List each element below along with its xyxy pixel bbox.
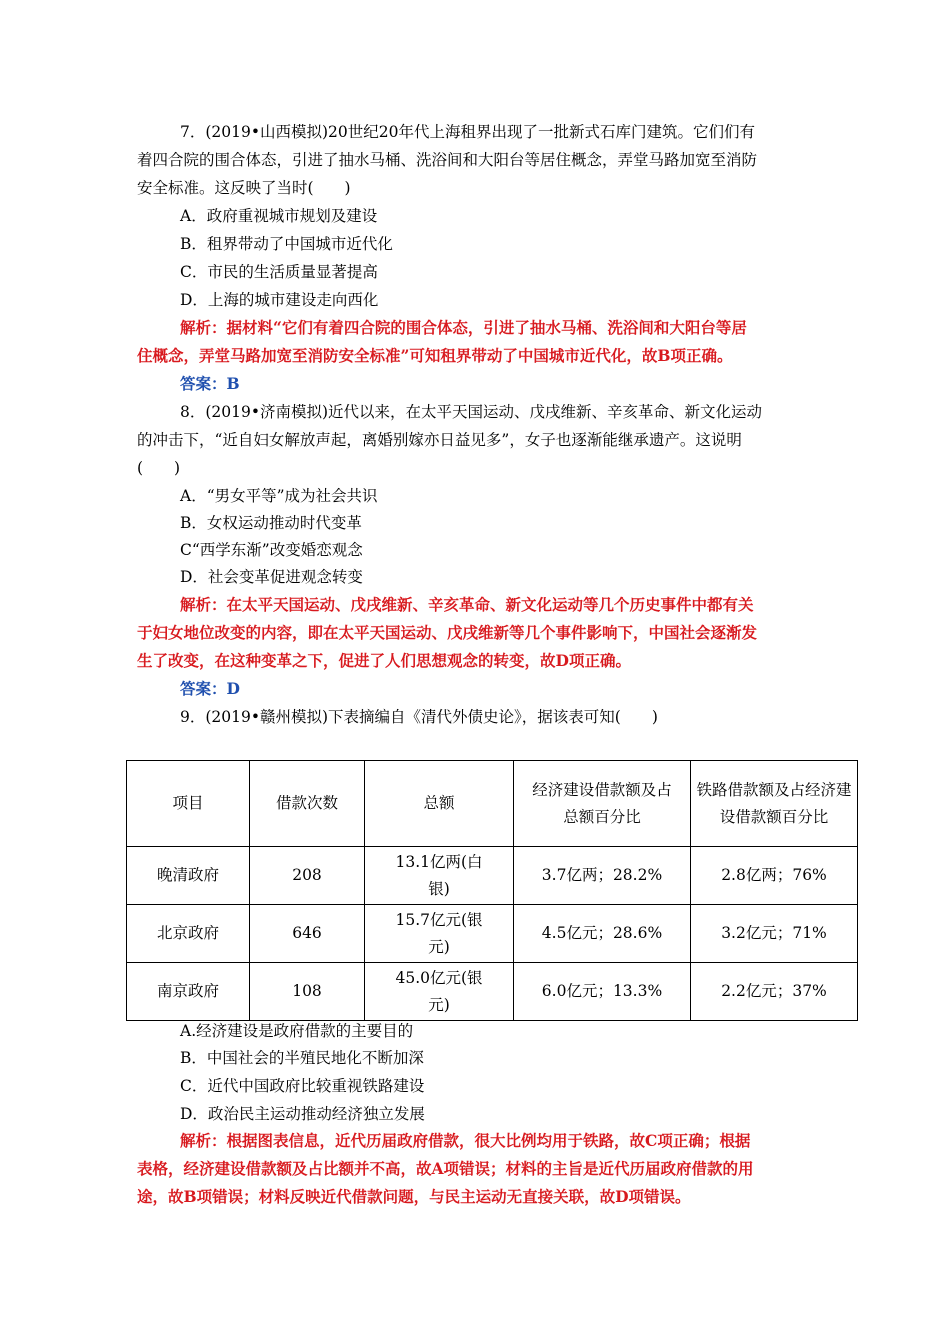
q8-analysis-line-2: 于妇女地位改变的内容，即在太平天国运动、戊戌维新等几个事件影响下，中国社会逐渐发 [137,623,758,642]
q9-analysis-line-3: 途，故B项错误；材料反映近代借款问题，与民主运动无直接关联，故D项错误。 [137,1187,691,1206]
q8-stem-line-2: 的冲击下，“近自妇女解放声起，离婚别嫁亦日益见多”，女子也逐渐能继承遗产。这说明 [137,431,742,449]
q9-option-b: B．中国社会的半殖民地化不断加深 [180,1049,424,1067]
q9-stem-line-1: 9．(2019•赣州模拟)下表摘编自《清代外债史论》，据该表可知( ) [180,708,658,726]
table-row [127,905,858,963]
q7-stem-line-2: 着四合院的围合体态，引进了抽水马桶、洗浴间和大阳台等居住概念，弄堂马路加宽至消防 [137,151,758,169]
q9-analysis-line-2: 表格，经济建设借款额及占比额并不高，故A项错误；材料的主旨是近代历届政府借款的用 [137,1159,754,1178]
q7-stem-line-1: 7．(2019•山西模拟)20世纪20年代上海租界出现了一批新式石库门建筑。它们们有 [180,123,755,141]
q7-option-c: C．市民的生活质量显著提高 [180,263,378,281]
table-cell: 3.2亿元；71% [691,905,858,963]
q8-analysis-line-3: 生了改变，在这种变革之下，促进了人们思想观念的转变，故D项正确。 [137,651,631,670]
loan-table [126,760,858,1021]
q7-answer: 答案：B [180,374,240,393]
table-cell: 晚清政府 [127,847,250,905]
q7-analysis-line-2: 住概念，弄堂马路加宽至消防安全标准”可知租界带动了中国城市近代化，故B项正确。 [137,346,733,365]
table-cell: 646 [250,905,365,963]
q8-option-c: C“西学东渐”改变婚恋观念 [180,541,363,559]
table-cell: 北京政府 [127,905,250,963]
q8-answer: 答案：D [180,679,240,698]
table-row [127,847,858,905]
table-cell: 南京政府 [127,963,250,1021]
q8-stem-line-1: 8．(2019•济南模拟)近代以来，在太平天国运动、戊戌维新、辛亥革命、新文化运动 [180,403,763,421]
table-cell: 108 [250,963,365,1021]
table-cell: 208 [250,847,365,905]
q8-option-a: A．“男女平等”成为社会共识 [180,487,378,505]
table-cell: 3.7亿两；28.2% [514,847,691,905]
table-cell: 6.0亿元；13.3% [514,963,691,1021]
q7-option-a: A．政府重视城市规划及建设 [180,207,378,225]
table-cell: 4.5亿元；28.6% [514,905,691,963]
table-row [127,963,858,1021]
q8-option-d: D．社会变革促进观念转变 [180,568,363,586]
table-header-cell: 总额 [365,761,514,847]
q7-option-d: D．上海的城市建设走向西化 [180,291,379,309]
q8-analysis-line-1: 解析：在太平天国运动、戊戌维新、辛亥革命、新文化运动等几个历史事件中都有关 [180,595,754,614]
table-cell: 2.2亿元；37% [691,963,858,1021]
table-cell: 2.8亿两；76% [691,847,858,905]
table-cell: 15.7亿元(银元) [365,905,514,963]
q7-option-b: B．租界带动了中国城市近代化 [180,235,393,253]
table-header-cell: 借款次数 [250,761,365,847]
table-header-cell: 铁路借款额及占经济建设借款额百分比 [691,761,858,847]
q8-option-b: B．女权运动推动时代变革 [180,514,362,532]
q9-option-c: C．近代中国政府比较重视铁路建设 [180,1077,425,1095]
q9-option-d: D．政治民主运动推动经济独立发展 [180,1105,425,1123]
table-header-row [127,761,858,847]
table-cell: 45.0亿元(银元) [365,963,514,1021]
table-header-cell: 经济建设借款额及占总额百分比 [514,761,691,847]
q9-option-a: A.经济建设是政府借款的主要目的 [180,1022,414,1040]
table-header-cell: 项目 [127,761,250,847]
q9-analysis-line-1: 解析：根据图表信息，近代历届政府借款，很大比例均用于铁路，故C项正确；根据 [180,1131,751,1150]
q7-stem-line-3: 安全标准。这反映了当时( ) [137,179,351,197]
table-cell: 13.1亿两(白银) [365,847,514,905]
q7-analysis-line-1: 解析：据材料“它们有着四合院的围合体态，引进了抽水马桶、洗浴间和大阳台等居 [180,318,747,337]
q8-stem-line-3: ( ) [137,459,181,477]
